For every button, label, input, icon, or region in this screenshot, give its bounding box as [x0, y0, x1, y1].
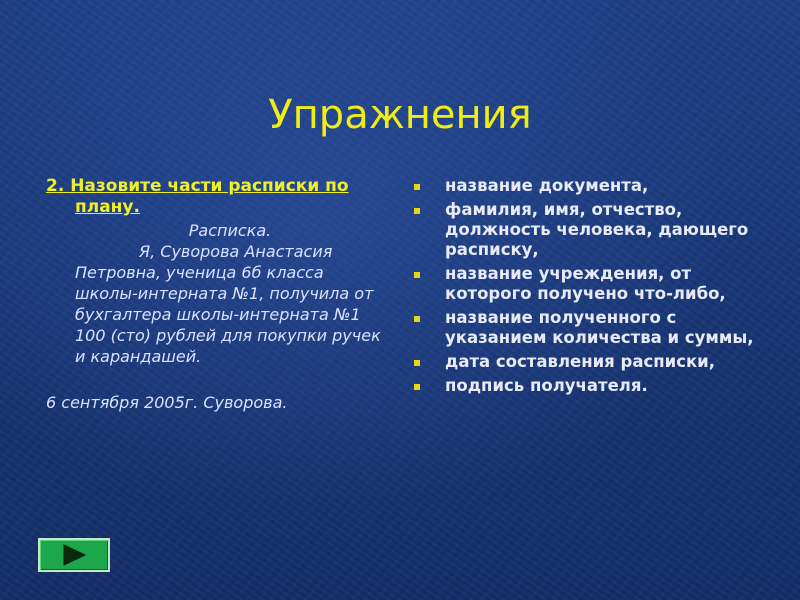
list-item-text: дата составления расписки, — [445, 352, 716, 371]
list-item — [412, 308, 782, 348]
task-heading — [46, 176, 386, 218]
parts-column — [412, 176, 782, 400]
list-item-text: фамилия, имя, отчество, должность человека, дающего расписку, — [445, 200, 749, 259]
list-item-text: подпись получателя. — [445, 376, 648, 395]
play-triangle-icon — [61, 544, 87, 566]
bullet-square-icon — [414, 316, 420, 322]
bullet-square-icon — [414, 272, 420, 278]
receipt-example — [75, 220, 385, 367]
list-item — [412, 352, 782, 372]
next-slide-button[interactable] — [38, 538, 110, 572]
task-column — [46, 176, 386, 412]
receipt-date-signature: 6 сентября 2005г. Суворова. — [46, 393, 288, 412]
receipt-parts-list — [412, 176, 782, 396]
list-item — [412, 200, 782, 260]
list-item-text: название документа, — [445, 176, 649, 195]
receipt-title: Расписка. — [188, 221, 272, 240]
list-item-text: название учреждения, от которого получено что-либо, — [445, 264, 726, 303]
bullet-square-icon — [414, 184, 420, 190]
list-item — [412, 264, 782, 304]
bullet-square-icon — [414, 360, 420, 366]
list-item — [412, 376, 782, 396]
list-item-text: название полученного с указанием количества и суммы, — [445, 308, 754, 347]
bullet-square-icon — [414, 208, 420, 214]
bullet-square-icon — [414, 384, 420, 390]
list-item — [412, 176, 782, 196]
slide-title: Упражнения — [268, 92, 532, 138]
task-heading-text: 2. Назовите части расписки по плану. — [46, 176, 349, 217]
receipt-body: Я, Суворова Анастасия Петровна, ученица 6б класса школы-интерната №1, получила от бухгалтера школы-интерната №1 100 (сто) рублей для покупки ручек и карандашей. — [75, 242, 381, 366]
